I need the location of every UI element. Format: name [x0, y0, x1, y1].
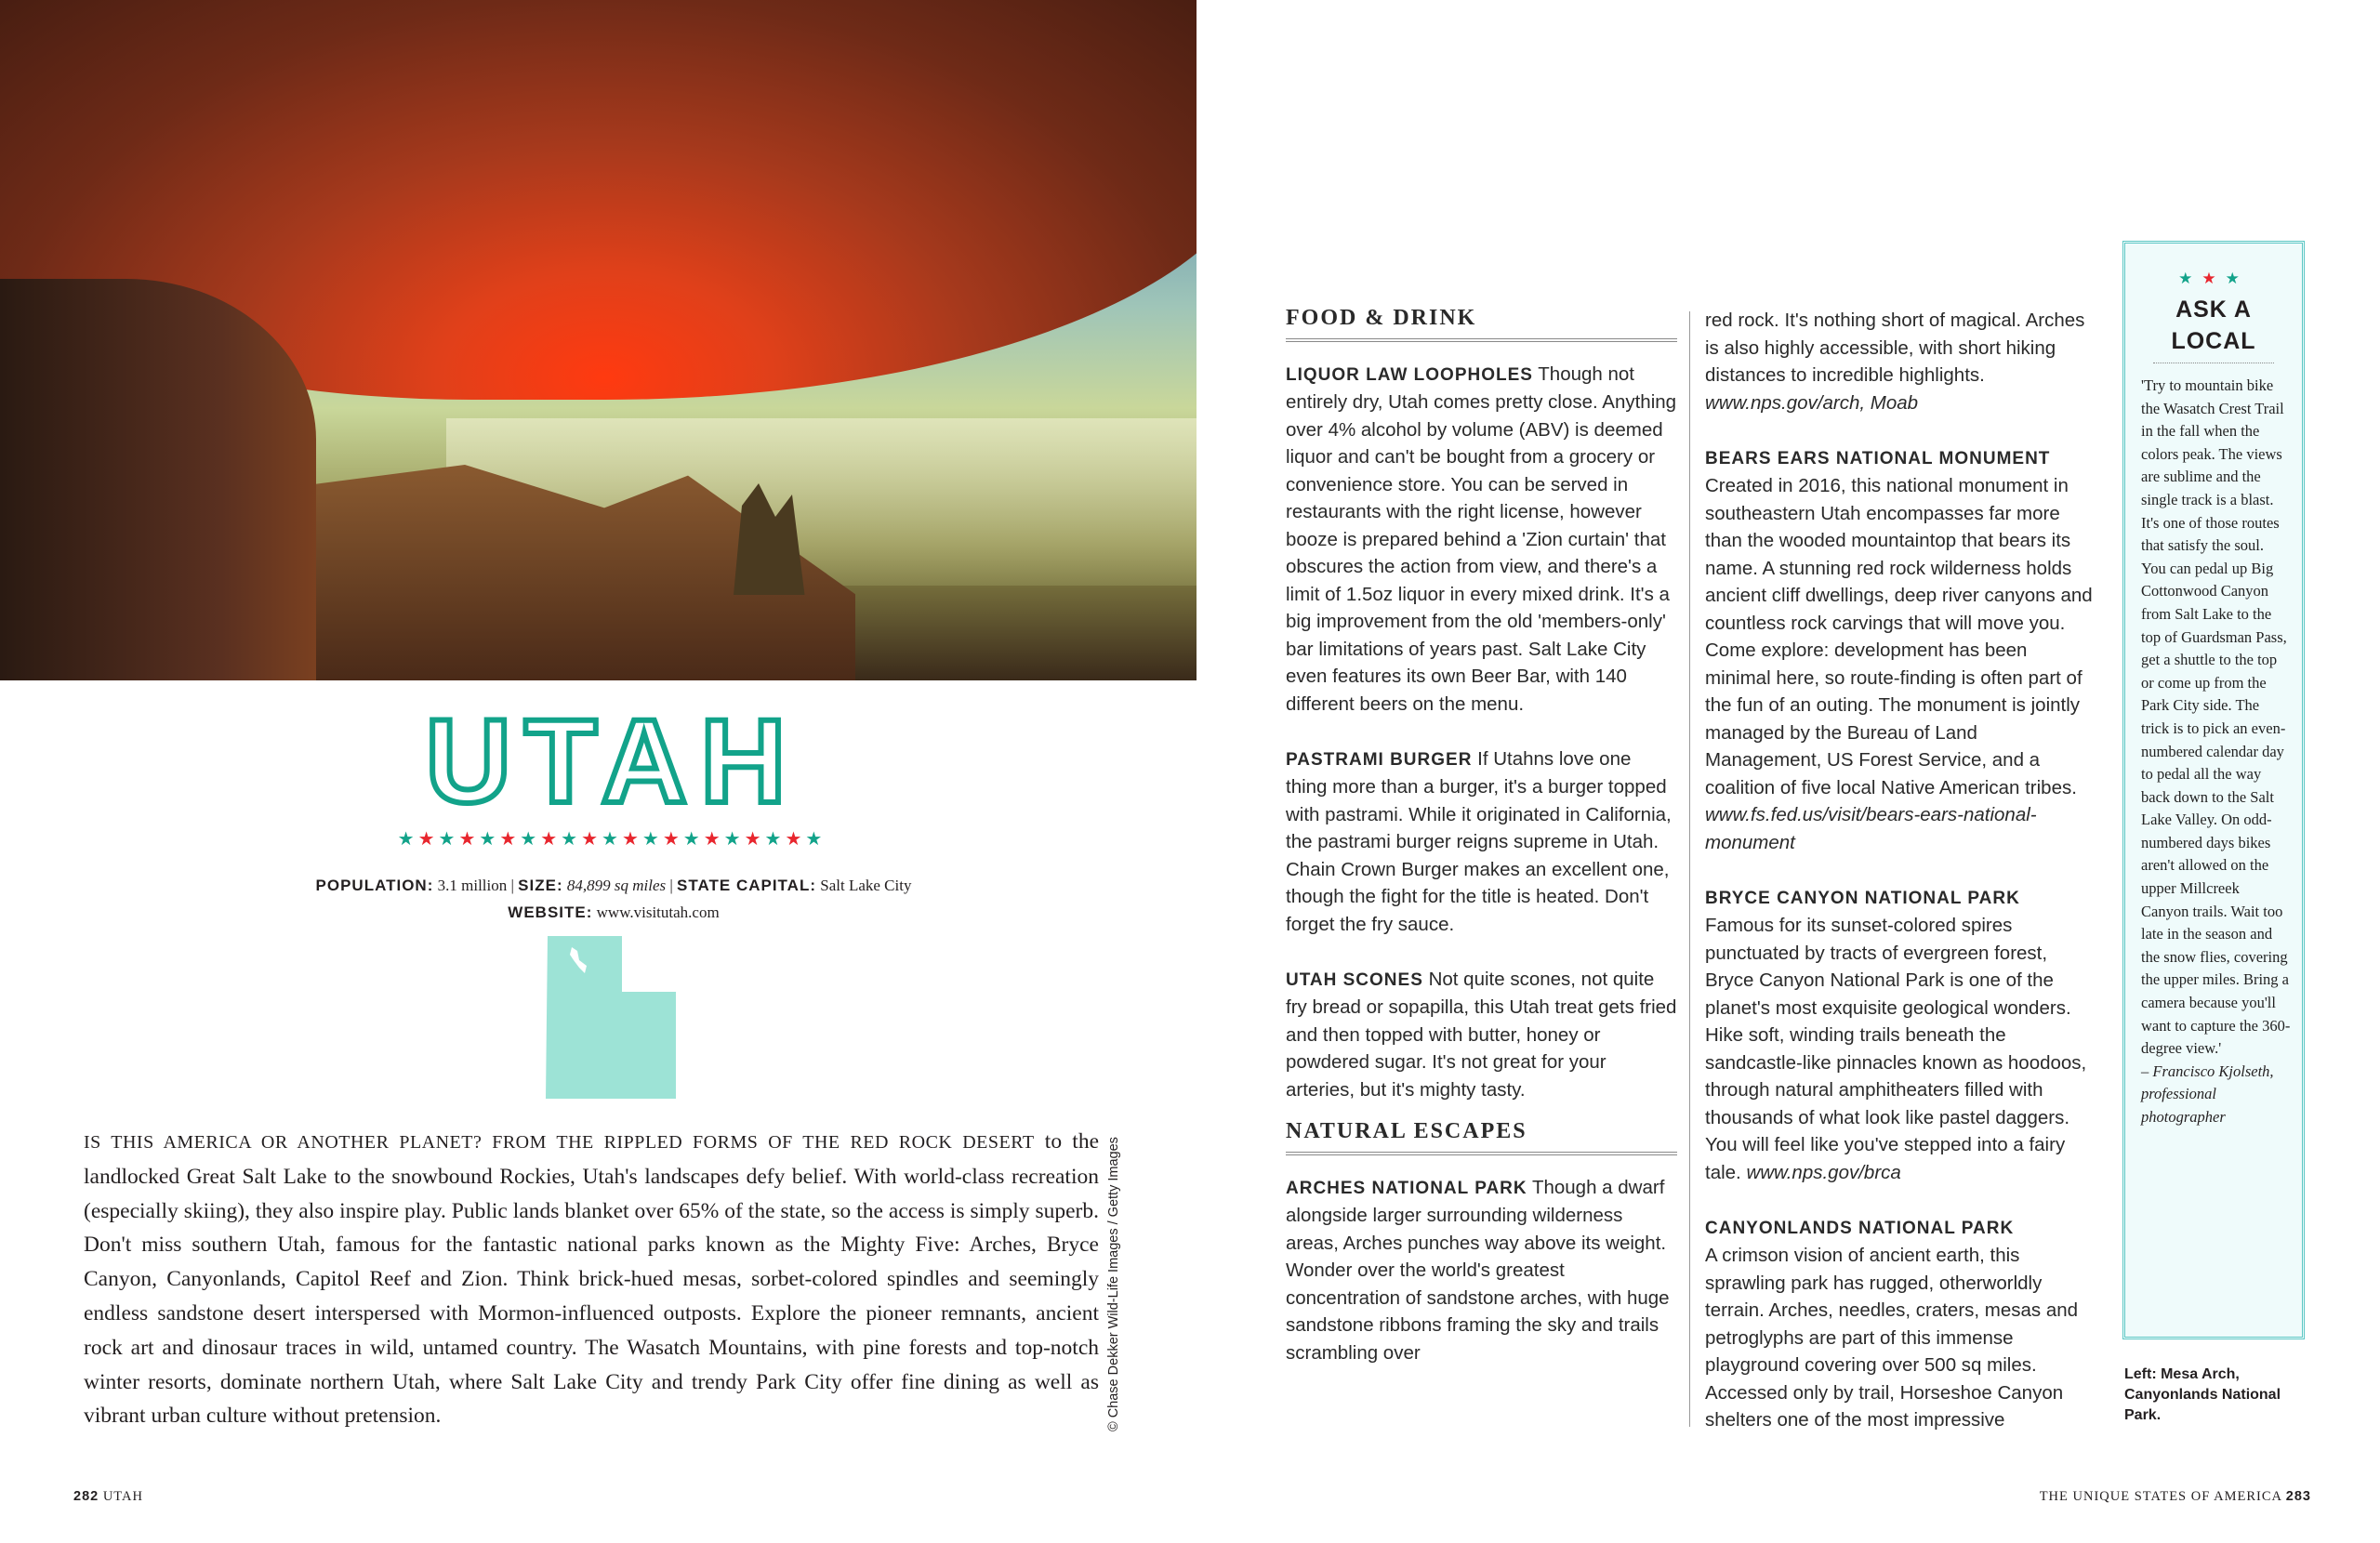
star-divider [363, 827, 861, 851]
state-facts [186, 872, 1041, 926]
escape-item-text: Though a dwarf alongside larger surrounding wilderness areas, Arches punches way above its weight. Wonder over the world's greatest concentration of sandstone arches, with huge sandstone ribbons framing the sky and trails scrambling over [1286, 1176, 1670, 1364]
star-icon: ★ [499, 829, 521, 850]
ask-a-local-sidebar [2122, 241, 2305, 1339]
star-icon: ★ [641, 829, 663, 850]
star-icon: ★ [682, 829, 704, 850]
star-icon: ★ [723, 829, 745, 850]
bryce-link[interactable]: www.nps.gov/brca [1746, 1161, 1901, 1183]
star-icon: ★ [520, 829, 541, 850]
website-link[interactable]: www.visitutah.com [596, 903, 720, 921]
star-icon: ★ [561, 829, 582, 850]
star-icon: ★ [703, 829, 724, 850]
separator: | [669, 877, 673, 894]
column-divider [1689, 311, 1690, 1427]
intro-body: to the landlocked Great Salt Lake to the snowbound Rockies, Utah's landscapes defy belief. With world-class recreation (especially skiing), they also inspire play. Public lands blanket over 65% of the state, so the access is simply superb. Don't miss southern Utah, famous for the fantastic national parks known as the Mighty Five: Arches, Bryce Canyon, Canyonlands, Capitol Reef and Zion. Think brick-hued mesas, sorbet-colored spindles and seemingly endless sandstone desert interspersed with Mormon-influenced outposts. Explore the pioneer remnants, ancient rock art and dinosaur traces in wild, untamed country. The Wasatch Mountains, with pine forests and top-notch winter resorts, dominate northern Utah, where Salt Lake City and trendy Park City offer fine dining as well as vibrant urban culture without pretension. [84, 1129, 1099, 1429]
website-label: WEBSITE: [508, 903, 593, 921]
escape-item-title: ARCHES NATIONAL PARK [1286, 1178, 1527, 1198]
escape-item-continued [1705, 307, 2096, 416]
star-icon: ★ [744, 829, 765, 850]
mesa-arch-photo [0, 0, 1197, 680]
separator: | [510, 877, 514, 894]
star-icon: ★ [785, 829, 806, 850]
food-item-title: PASTRAMI BURGER [1286, 749, 1473, 770]
photo-credit: © Chase Dekker Wild-Life Images / Getty Images [1106, 1137, 1121, 1431]
star-icon: ★ [438, 829, 459, 850]
star-icon: ★ [397, 829, 418, 850]
escape-item [1705, 444, 2096, 857]
escape-item [1705, 884, 2096, 1187]
arches-link[interactable]: www.nps.gov/arch, Moab [1705, 391, 1919, 414]
food-item-text: Not quite scones, not quite fry bread or sopapilla, this Utah treat gets fried and then topped with butter, honey or powdered sugar. It's not great for your arteries, but it's mighty tasty. [1286, 968, 1677, 1101]
star-icon: ★ [417, 829, 439, 850]
sidebar-attribution: – Francisco Kjolseth, professional photographer [2141, 1062, 2274, 1126]
food-item-text: Though not entirely dry, Utah comes pretty close. Anything over 4% alcohol by volume (ABV) is deemed liquor and can't be bought from a grocery or convenience store. You can be served in restaurants with the right license, however booze is prepared behind a 'Zion curtain' that obscures the action from view, and there's a limit of 1.5oz liquor in every mixed drink. It's a big improvement from the old 'members-only' bar limitations of years past. Salt Lake City even features its own Beer Bar, with 140 different beers on the menu. [1286, 363, 1677, 715]
escape-item-text: Created in 2016, this national monument in southeastern Utah encompasses far more than the wooded mountaintop that bears its name. A stunning red rock wilderness holds ancient cliff dwellings, deep river canyons and countless rock carvings that will move you. Come explore: development has been minimal here, so route-finding is often part of the fun of an outing. The monument is jointly managed by the Bureau of Land Management, US Forest Service, and a coalition of five local Native American tribes. [1705, 475, 2093, 798]
state-title: UTAH [425, 695, 800, 828]
escape-item [1705, 1214, 2096, 1434]
footer-left: 282 UTAH [73, 1489, 143, 1504]
column-2 [1705, 307, 2096, 1461]
escape-item-title: BRYCE CANYON NATIONAL PARK [1705, 888, 2020, 908]
food-item [1286, 966, 1677, 1104]
food-item [1286, 745, 1677, 939]
food-item-text: If Utahns love one thing more than a burger, it's a burger topped with pastrami. While it originated in California, the pastrami burger reigns supreme in Utah. Chain Crown Burger makes an excellent one, though the fight for the title is heated. Don't forget the fry sauce. [1286, 747, 1672, 935]
star-icon: ★ [805, 829, 826, 850]
escape-item-title: BEARS EARS NATIONAL MONUMENT [1705, 448, 2051, 468]
star-icon: ★ [621, 829, 642, 850]
escape-item-text: red rock. It's nothing short of magical. Arches is also highly accessible, with short hiking distances to incredible highlights. [1705, 310, 2085, 386]
escape-item-title: CANYONLANDS NATIONAL PARK [1705, 1218, 2015, 1238]
size-value: 84,899 sq miles [566, 877, 667, 894]
population-value: 3.1 million [437, 877, 508, 894]
natural-escapes-heading: NATURAL ESCAPES [1286, 1118, 1677, 1155]
star-icon: ★ [602, 829, 622, 850]
escape-item-text: Famous for its sunset-colored spires punctuated by tracts of evergreen forest, Bryce Canyon National Park is one of the planet's most exquisite geological wonders. Hike soft, winding trails beneath the sandcastle-like pinnacles known as hoodoos, through natural amphitheaters filled with thousands of what look like pastel daggers. You will feel like you've stepped into a fairy tale. [1705, 915, 2087, 1183]
star-icon: ★ [581, 829, 602, 850]
sidebar-quote: 'Try to mountain bike the Wasatch Crest Trail in the fall when the colors peak. The views are sublime and the single track is a blast. It's one of those routes that satisfy the soul. You can pedal up Big Cottonwood Canyon from Salt Lake to the top of Guardsman Pass, get a shuttle to the top or come up from the Park City side. The trick is to pick an even-numbered calendar day to pedal all the way back down to the Salt Lake Valley. On odd-numbered days bikes aren't allowed on the upper Millcreek Canyon trails. Wait too late in the season and the snow flies, covering the upper miles. Bring a camera because you'll want to capture the 360-degree view.' [2141, 376, 2291, 1058]
size-label: SIZE: [518, 877, 563, 894]
star-icons: ★★★ [2178, 270, 2249, 287]
intro-paragraph [84, 1125, 1099, 1433]
photo-caption: Left: Mesa Arch, Canyonlands National Park. [2124, 1366, 2281, 1423]
column-1 [1286, 305, 1677, 1394]
star-icon: ★ [662, 829, 683, 850]
capital-value: Salt Lake City [820, 877, 912, 894]
food-item-title: UTAH SCONES [1286, 969, 1423, 990]
utah-map-icon [546, 936, 678, 1099]
intro-lead: IS THIS AMERICA OR ANOTHER PLANET? FROM THE RIPPLED FORMS OF THE RED ROCK DESERT [84, 1132, 1035, 1153]
star-icon: ★ [540, 829, 562, 850]
food-item [1286, 361, 1677, 719]
star-icon: ★ [458, 829, 480, 850]
sidebar-heading: ASK A LOCAL [2171, 297, 2256, 354]
bears-ears-link[interactable]: www.fs.fed.us/visit/bears-ears-national-monument [1705, 804, 2037, 853]
population-label: POPULATION: [315, 877, 434, 894]
food-drink-heading: FOOD & DRINK [1286, 305, 1677, 342]
escape-item-text: A crimson vision of ancient earth, this sprawling park has rugged, otherworldly terrain. Arches, needles, craters, mesas and petroglyphs are part of this immense playground covering over 500 sq miles. Accessed only by trail, Horseshoe Canyon shelters one of the most impressive [1705, 1245, 2079, 1431]
footer-right: THE UNIQUE STATES OF AMERICA 283 [2039, 1489, 2311, 1504]
star-icon: ★ [764, 829, 786, 850]
star-icon: ★ [479, 829, 500, 850]
capital-label: STATE CAPITAL: [677, 877, 816, 894]
escape-item [1286, 1174, 1677, 1367]
food-item-title: LIQUOR LAW LOOPHOLES [1286, 364, 1533, 385]
